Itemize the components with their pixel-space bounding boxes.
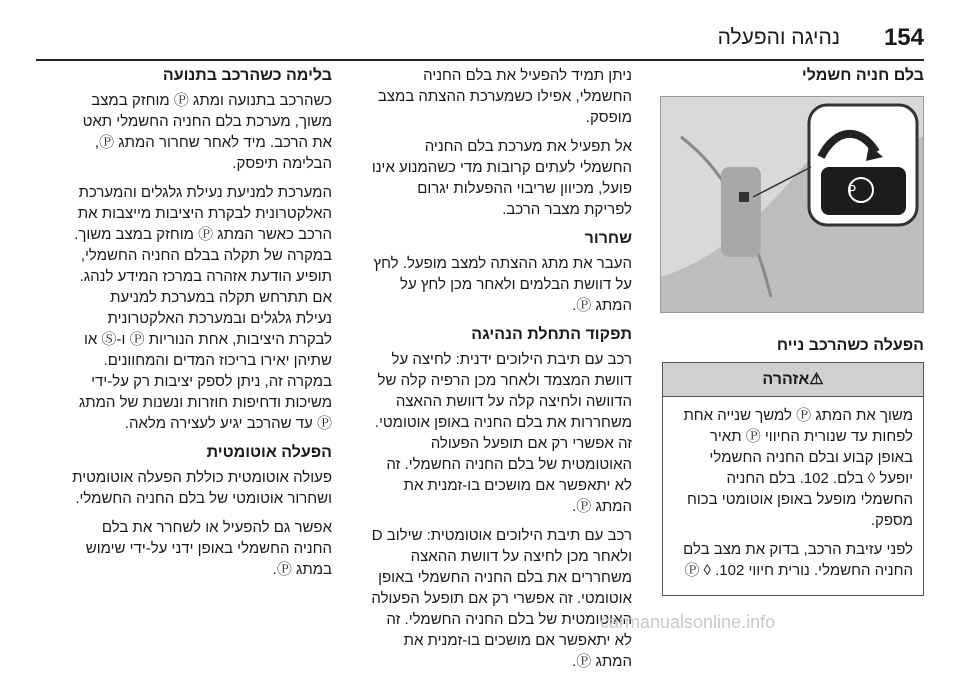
paragraph: כשהרכב בתנועה ומתג Ⓟ מוחזק במצב משוך, מערכת בלם החניה החשמלי תאט את הרכב. מיד לאחר שחרור המתג Ⓟ, הבלימה תיפסק. — [82, 92, 332, 172]
image-caption: הפעלה כשהרכב נייח — [776, 337, 924, 354]
column-left — [70, 65, 332, 588]
warning-paragraph: משוך את המתג Ⓟ למשך שנייה אחת לפחות עד שנורית החיווי Ⓟ תאיר באופן קבוע ובלם החניה החשמלי יופעל ◊ בלם. 102. בלם החניה החשמלי מופעל באופן אוטומטי בכוח מספק. — [683, 407, 913, 529]
warning-title: אזהרה — [762, 371, 810, 388]
paragraph: ניתן תמיד להפעיל את בלם החניה החשמלי, אפילו כשמערכת ההצתה במצב מופסק. — [377, 67, 632, 126]
section-title: בלם חניה חשמלי — [801, 67, 924, 84]
warning-body — [663, 397, 923, 595]
column-middle — [370, 65, 632, 680]
warning-paragraph: לפני עזיבת הרכב, בדוק את מצב בלם החניה החשמלי. נורית חיווי Ⓟ ◊ .102 — [683, 541, 913, 579]
paragraph: רכב עם תיבת הילוכים ידנית: לחיצה על דוושת המצמד ולאחר מכן הרפיה קלה של הדוושה ולחיצה קלה על דוושת ההאצה משחררות את בלם החניה באופן אוטומטי. זה אפשרי רק אם תופעל הפעולה האוטומטית של בלם החניה החשמלי. זה לא יתאפשר אם מושכים בו-זמנית את המתג Ⓟ. — [374, 351, 632, 515]
paragraph: רכב עם תיבת הילוכים אוטומטית: שילוב D ולאחר מכן לחיצה על דוושת ההאצה משחררים את בלם החניה החשמלי באופן אוטומטי. זה אפשרי רק אם תופעל הפעולה האוטומטית של בלם החניה החשמלי. זה לא יתאפשר אם מושכים בו-זמנית את המתג Ⓟ. — [371, 527, 632, 670]
column-right — [662, 65, 924, 596]
svg-text:P: P — [848, 184, 856, 199]
warning-header — [663, 363, 923, 397]
warning-box — [662, 362, 924, 596]
paragraph: העבר את מתג ההצתה למצב מופעל. לחץ על דוושת הבלמים ולאחר מכן לחץ על המתג Ⓟ. — [373, 255, 632, 314]
paragraph: אל תפעיל את מערכת בלם החניה החשמלי לעתים קרובות מדי כשהמנוע אינו פועל, מכיוון שריבוי ההפעלות יגרום לפריקת מצבר הרכב. — [371, 138, 632, 218]
paragraph: פעולה אוטומטית כוללת הפעלה אוטומטית ושחרור אוטומטי של בלם החניה החשמלי. — [72, 469, 332, 507]
warning-triangle-icon: ⚠ — [809, 371, 824, 388]
subheading-braking-moving: בלימה כשהרכב בתנועה — [162, 67, 332, 84]
subheading-release: שחרור — [584, 230, 632, 247]
parking-brake-switch-illustration — [660, 96, 924, 313]
page-header — [0, 0, 960, 62]
subheading-drive-away: תפקוד התחלת הנהיגה — [471, 326, 632, 343]
watermark: carmanualsonline.info — [600, 612, 776, 632]
chapter-title: נהיגה והפעלה — [717, 26, 840, 49]
paragraph: המערכת למניעת נעילת גלגלים והמערכת האלקטרונית לבקרת היציבות מייצבות את הרכב כאשר המתג Ⓟ מוחזק במצב משוך. במקרה של תקלה בבלם החניה החשמלי, תופיע הודעת אזהרה במרכז המידע לנהג. אם תתרחש תקלה במערכת למניעת נעילת גלגלים ובמערכת האלקטרונית לבקרת היציבות, אחת הנוריות Ⓟ ו-Ⓢ או שתיהן יאירו בריכוז המדים והמחוונים. במקרה זה, ניתן לספק יציבות רק על-ידי משיכות ודחיפות חוזרות ונשנות של המתג Ⓟ עד שהרכב יגיע לעצירה מלאה. — [74, 184, 332, 432]
header-divider — [36, 59, 924, 61]
paragraph: אפשר גם להפעיל או לשחרר את בלם החניה החשמלי באופן ידני על-ידי שימוש במתג Ⓟ. — [85, 519, 332, 578]
page-number: 154 — [883, 24, 924, 51]
subheading-automatic: הפעלה אוטומטית — [206, 444, 332, 461]
